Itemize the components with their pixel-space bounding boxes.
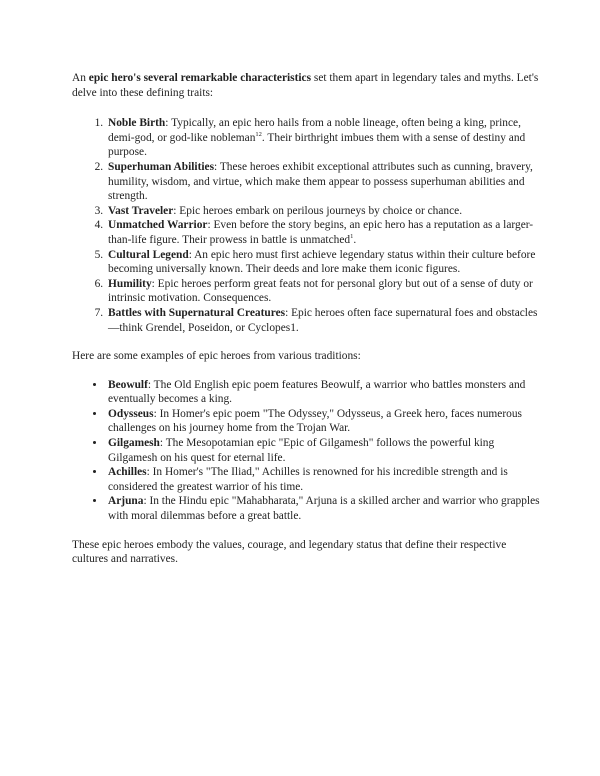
trait-item (106, 218, 542, 247)
trait-title: Cultural Legend (108, 248, 189, 261)
trait-title: Vast Traveler (108, 204, 174, 217)
hero-text: : In Homer's epic poem "The Odyssey," Odysseus, a Greek hero, faces numerous challenges on his journey home from the Trojan War. (108, 407, 522, 435)
hero-name: Achilles (108, 466, 147, 479)
trait-text: : Epic heroes often face supernatural foes and obstacles—think Grendel, Poseidon, or Cyclopes1. (108, 306, 538, 334)
intro-prefix: An (72, 72, 89, 84)
trait-item (106, 248, 542, 277)
trait-title: Unmatched Warrior (108, 219, 208, 232)
trait-title: Noble Birth (108, 117, 166, 130)
hero-item (106, 494, 542, 523)
trait-title: Humility (108, 277, 152, 290)
trait-text: : Typically, an epic hero hails from a noble lineage, often being a king, prince, demi-god, or god-like nobleman (108, 117, 521, 144)
trait-item (106, 160, 542, 204)
footnote-ref: 1 (350, 233, 354, 241)
hero-name: Beowulf (108, 378, 148, 391)
hero-name: Odysseus (108, 407, 154, 420)
intro-bold-phrase: epic hero's several remarkable characteristics (88, 72, 312, 84)
document-page (72, 71, 542, 567)
hero-item (106, 407, 542, 436)
conclusion-paragraph: These epic heroes embody the values, courage, and legendary status that define their respective cultures and narratives. (72, 538, 507, 566)
trait-item (106, 116, 542, 160)
hero-item (106, 436, 542, 465)
trait-text-after: . Their birthright imbues them with a sense of destiny and purpose. (108, 131, 526, 159)
trait-text: : Epic heroes perform great feats not for personal glory but out of a sense of duty or intrinsic motivation. Consequences. (108, 277, 533, 305)
hero-item (106, 378, 542, 407)
hero-text: : The Old English epic poem features Beowulf, a warrior who battles monsters and eventually becomes a king. (108, 378, 526, 406)
intro-paragraph (72, 71, 542, 100)
trait-text: : An epic hero must first achieve legendary status within their culture before becoming universally known. Their deeds and lore make them iconic figures. (108, 248, 536, 276)
hero-item (106, 465, 542, 494)
hero-text: : In the Hindu epic "Mahabharata," Arjuna is a skilled archer and warrior who grapples with moral dilemmas before a great battle. (108, 495, 540, 523)
intro-suffix: set them apart in legendary tales and myths. Let's delve into these defining traits: (72, 72, 539, 99)
hero-text: : In Homer's "The Iliad," Achilles is renowned for his incredible strength and is considered the greatest warrior of his time. (108, 466, 508, 493)
hero-name: Gilgamesh (108, 437, 160, 450)
trait-item (106, 306, 542, 335)
trait-item (106, 204, 542, 219)
trait-text-after: . (353, 233, 357, 246)
trait-text: : Epic heroes embark on perilous journeys by choice or chance. (173, 204, 463, 217)
trait-title: Superhuman Abilities (108, 160, 215, 173)
trait-text: : These heroes exhibit exceptional attributes such as cunning, bravery, humility, wisdom, and virtue, which make them appear to possess superhuman abilities and strength. (108, 160, 533, 203)
hero-name: Arjuna (108, 495, 144, 508)
footnote-ref: 12 (255, 130, 262, 138)
examples-intro-paragraph: Here are some examples of epic heroes from various traditions: (72, 350, 361, 363)
heroes-list (72, 378, 542, 524)
hero-text: : The Mesopotamian epic "Epic of Gilgamesh" follows the powerful king Gilgamesh on his quest for eternal life. (108, 437, 495, 464)
traits-list (72, 116, 542, 335)
trait-title: Battles with Supernatural Creatures (108, 306, 286, 319)
trait-text: : Even before the story begins, an epic hero has a reputation as a larger-than-life figure. Their prowess in battle is unmatched (108, 219, 534, 246)
trait-item (106, 277, 542, 306)
